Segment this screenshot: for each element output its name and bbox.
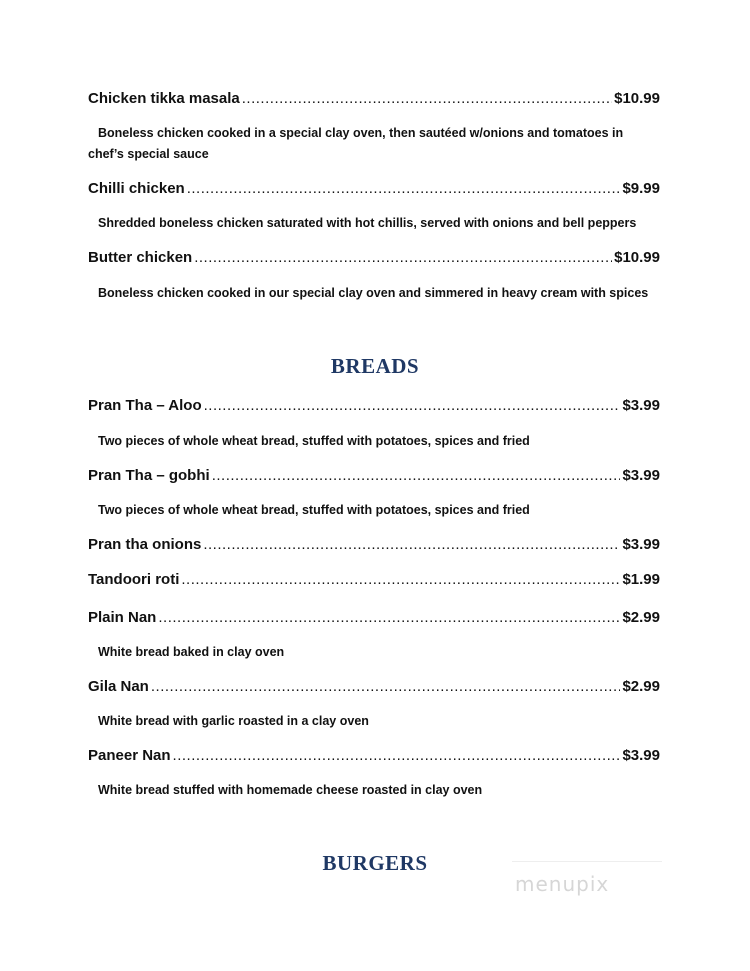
- item-price: $9.99: [622, 180, 660, 197]
- item-name: Butter chicken: [88, 249, 193, 266]
- dot-leader: [151, 677, 621, 697]
- item-name: Chilli chicken: [88, 180, 185, 197]
- item-price: $1.99: [622, 571, 660, 588]
- dot-leader: [158, 608, 620, 628]
- item-name: Paneer Nan: [88, 747, 171, 764]
- menupix-watermark: menupix: [515, 872, 610, 896]
- menu-item: [88, 89, 660, 109]
- item-name: Tandoori roti: [88, 571, 180, 588]
- section-heading-burgers: BURGERS: [322, 851, 428, 875]
- watermark-divider: [512, 861, 662, 862]
- item-name: Pran tha onions: [88, 536, 202, 553]
- item-description: Two pieces of whole wheat bread, stuffed with potatoes, spices and fried: [98, 434, 530, 448]
- menu-item: [88, 179, 660, 199]
- item-price: $10.99: [614, 249, 660, 266]
- menu-item: [88, 396, 660, 416]
- menu-item: [88, 570, 660, 590]
- menu-item: [88, 535, 660, 555]
- item-description: White bread with garlic roasted in a clay oven: [98, 714, 369, 728]
- item-price: $3.99: [622, 467, 660, 484]
- menu-item: [88, 746, 660, 766]
- dot-leader: [242, 89, 612, 109]
- item-name: Chicken tikka masala: [88, 90, 240, 107]
- item-name: Plain Nan: [88, 609, 157, 626]
- item-description: Boneless chicken cooked in a special clay oven, then sautéed w/onions and tomatoes in chef’s special sauce: [88, 126, 624, 161]
- dot-leader: [203, 535, 620, 555]
- item-price: $3.99: [622, 536, 660, 553]
- item-description: Shredded boneless chicken saturated with hot chillis, served with onions and bell peppers: [98, 216, 637, 230]
- dot-leader: [173, 746, 621, 766]
- item-name: Pran Tha – gobhi: [88, 467, 210, 484]
- menu-item: [88, 608, 660, 628]
- item-description: White bread baked in clay oven: [98, 645, 285, 659]
- section-heading-breads: BREADS: [330, 354, 420, 378]
- menu-item: [88, 248, 660, 268]
- item-description: Boneless chicken cooked in our special clay oven and simmered in heavy cream with spices: [98, 286, 649, 300]
- item-description: Two pieces of whole wheat bread, stuffed with potatoes, spices and fried: [98, 503, 530, 517]
- item-name: Gila Nan: [88, 678, 149, 695]
- dot-leader: [212, 466, 621, 486]
- item-price: $2.99: [622, 678, 660, 695]
- dot-leader: [204, 396, 621, 416]
- item-price: $2.99: [622, 609, 660, 626]
- item-price: $3.99: [622, 397, 660, 414]
- dot-leader: [194, 248, 612, 268]
- dot-leader: [187, 179, 621, 199]
- menu-item: [88, 466, 660, 486]
- item-price: $10.99: [614, 90, 660, 107]
- item-name: Pran Tha – Aloo: [88, 397, 202, 414]
- menu-item: [88, 677, 660, 697]
- item-price: $3.99: [622, 747, 660, 764]
- dot-leader: [181, 570, 620, 590]
- item-description: White bread stuffed with homemade cheese roasted in clay oven: [98, 783, 483, 797]
